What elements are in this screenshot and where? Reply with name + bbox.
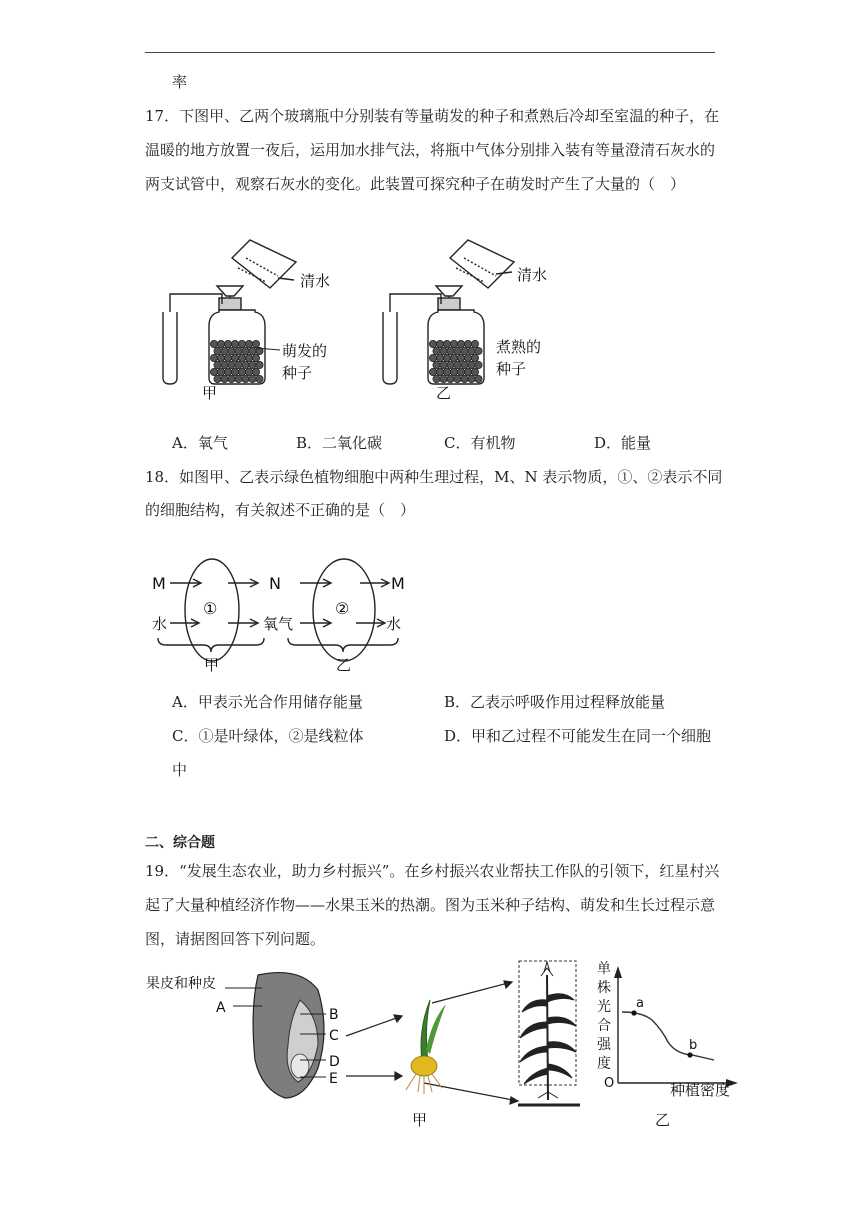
chart-y-label-char: 强 xyxy=(597,1037,611,1053)
label-circle-1: ① xyxy=(203,599,218,618)
label-c: C xyxy=(329,1028,339,1044)
label-yi: 乙 xyxy=(336,656,352,674)
q18-line-1: 18．如图甲、乙表示绿色植物细胞中两种生理过程，M、N 表示物质，①、②表示不同 xyxy=(145,468,723,486)
caption-yi: 乙 xyxy=(655,1111,671,1129)
label-n: N xyxy=(269,574,281,593)
q18-line-2: 的细胞结构，有关叙述不正确的是（ ） xyxy=(145,501,416,519)
chart-y-label-char: 合 xyxy=(597,1018,611,1034)
right-seed-label-1: 煮熟的 xyxy=(496,338,542,356)
seedling-icon xyxy=(406,1000,446,1094)
right-caption: 乙 xyxy=(436,384,452,402)
chart-y-label-char: 株 xyxy=(597,980,611,996)
label-b: B xyxy=(329,1007,339,1023)
chart-y-label-char: 度 xyxy=(597,1056,611,1072)
q18-option-d: D．甲和乙过程不可能发生在同一个细胞 xyxy=(444,727,712,745)
chart-point-a-label: a xyxy=(636,996,644,1011)
q17-option-a: A．氧气 xyxy=(172,434,228,452)
q18-option-a: A．甲表示光合作用储存能量 xyxy=(172,693,363,711)
chart-point-a xyxy=(631,1010,636,1015)
label-e: E xyxy=(329,1071,338,1087)
left-seed-label-2: 种子 xyxy=(282,364,313,382)
q17-option-c: C．有机物 xyxy=(444,434,516,452)
left-seed-label-1: 萌发的 xyxy=(282,342,328,360)
label-circle-2: ② xyxy=(335,599,350,618)
right-seed-label-2: 种子 xyxy=(496,360,527,378)
chart-point-b xyxy=(687,1052,692,1057)
label-pericarp: 果皮和种皮 xyxy=(146,976,216,992)
q19-line-1: 19．“发展生态农业，助力乡村振兴”。在乡村振兴农业帮扶工作队的引领下，红星村兴 xyxy=(145,862,720,880)
left-caption: 甲 xyxy=(202,384,218,402)
q19-line-2: 起了大量种植经济作物——水果玉米的热潮。图为玉米种子结构、萌发和生长过程示意 xyxy=(145,896,716,914)
chart-y-label-char: 光 xyxy=(597,999,611,1015)
chart-point-b-label: b xyxy=(689,1038,698,1053)
label-m-out: M xyxy=(391,574,405,593)
label-jia: 甲 xyxy=(204,656,220,674)
label-water-out: 水 xyxy=(386,615,402,633)
q18-option-c: C．①是叶绿体，②是线粒体 xyxy=(172,727,364,745)
label-m-in: M xyxy=(152,574,166,593)
label-oxygen: 氧气 xyxy=(263,615,294,633)
q18-option-b: B．乙表示呼吸作用过程释放能量 xyxy=(444,693,666,711)
chart-y-label xyxy=(597,961,612,1072)
q19-line-3: 图，请据图回答下列问题。 xyxy=(145,930,326,948)
density-chart xyxy=(597,961,738,1099)
q18-option-d-continued: 中 xyxy=(172,761,188,779)
corn-plant-icon xyxy=(518,962,580,1105)
previous-question-tail: 率 xyxy=(172,73,188,91)
q17-line-2: 温暖的地方放置一夜后，运用加水排气法，将瓶中气体分别排入装有等量澄清石灰水的 xyxy=(145,141,716,159)
left-water-label: 清水 xyxy=(300,272,331,290)
chart-y-arrow-icon xyxy=(614,966,622,978)
label-d: D xyxy=(329,1054,340,1070)
label-water-in: 水 xyxy=(152,615,168,633)
caption-jia: 甲 xyxy=(412,1111,428,1129)
label-a: A xyxy=(216,1000,226,1016)
chart-origin-label: O xyxy=(604,1076,615,1091)
q17-line-3: 两支试管中，观察石灰水的变化。此装置可探究种子在萌发时产生了大量的（ ） xyxy=(145,175,686,193)
section-2-title: 二、综合题 xyxy=(145,835,215,851)
chart-x-label: 种植密度 xyxy=(670,1081,731,1099)
q17-line-1: 17．下图甲、乙两个玻璃瓶中分别装有等量萌发的种子和煮熟后冷却至室温的种子，在 xyxy=(145,107,720,125)
chart-curve xyxy=(622,1012,714,1060)
right-water-label: 清水 xyxy=(517,266,548,284)
q17-option-b: B．二氧化碳 xyxy=(296,434,383,452)
q17-option-d: D．能量 xyxy=(594,434,652,452)
chart-y-label-char: 单 xyxy=(597,961,611,977)
